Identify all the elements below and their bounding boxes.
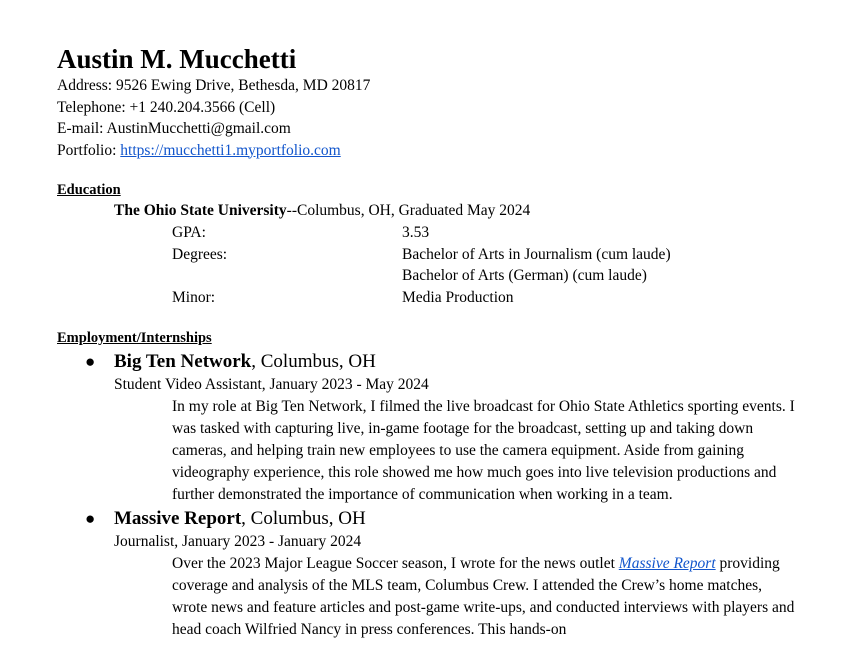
job-description: In my role at Big Ten Network, I filmed the live broadcast for Ohio State Athletics sporting events. I was tasked with capturing live, in-game footage for the broadcast, setting up and taking down cameras, and helping train new employees to use the camera equipment. Aside from gaining videography experience, this role showed me how much goes into live television productions and further demonstrated the importance of communication when working in a team. xyxy=(172,398,795,503)
telephone-line: Telephone: +1 240.204.3566 (Cell) xyxy=(57,98,276,116)
resume-page xyxy=(57,43,817,641)
bullet-icon: ● xyxy=(85,509,96,528)
job-description-part-1: Over the 2023 Major League Soccer season, I wrote for the news outlet xyxy=(172,555,619,572)
degrees-row xyxy=(57,244,817,266)
gpa-value: 3.53 xyxy=(402,224,430,241)
job-entry xyxy=(57,350,817,506)
job-role: Journalist, January 2023 - January 2024 xyxy=(114,533,362,550)
degrees-row-2 xyxy=(57,265,817,287)
job-org: Big Ten Network xyxy=(114,351,252,372)
job-description-part-2: providing coverage and analysis of the MLS team, Columbus Crew. I attended the Crew’s home matches, wrote news and feature articles and post-game write-ups, and conducted interviews with players and head coach Wilfried Nancy in press conferences. This hands-on xyxy=(172,555,795,638)
school-detail: --Columbus, OH, Graduated May 2024 xyxy=(286,202,531,219)
education-school-line xyxy=(114,200,817,222)
bullet-icon: ● xyxy=(85,352,96,371)
job-location: , Columbus, OH xyxy=(241,508,366,529)
portfolio-line xyxy=(57,140,817,162)
degrees-label: Degrees: xyxy=(172,245,228,263)
degrees-label-spacer xyxy=(172,265,402,287)
job-entry xyxy=(57,507,817,641)
degree-2: Bachelor of Arts (German) (cum laude) xyxy=(402,267,647,284)
minor-row xyxy=(57,287,817,309)
degree-1: Bachelor of Arts in Journalism (cum laude) xyxy=(402,245,671,263)
job-header xyxy=(85,350,817,374)
massive-report-link[interactable]: Massive Report xyxy=(618,555,716,572)
employment-heading: Employment/Internships xyxy=(57,330,212,346)
job-role: Student Video Assistant, January 2023 - May 2024 xyxy=(114,376,429,393)
minor-label: Minor: xyxy=(172,288,216,306)
gpa-row xyxy=(57,222,817,244)
school-name: The Ohio State University xyxy=(114,202,287,219)
job-description xyxy=(172,553,797,641)
portfolio-label: Portfolio: xyxy=(57,141,121,159)
address-line: Address: 9526 Ewing Drive, Bethesda, MD 20817 xyxy=(57,77,371,94)
email-line: E-mail: AustinMucchetti@gmail.com xyxy=(57,120,291,137)
resume-name: Austin M. Mucchetti xyxy=(57,44,297,74)
job-org: Massive Report xyxy=(114,508,242,529)
education-heading: Education xyxy=(57,182,121,198)
minor-value: Media Production xyxy=(402,288,514,306)
job-location: , Columbus, OH xyxy=(251,351,376,372)
job-header xyxy=(85,507,817,531)
portfolio-link[interactable]: https://mucchetti1.myportfolio.com xyxy=(120,141,341,159)
gpa-label: GPA: xyxy=(172,224,206,241)
